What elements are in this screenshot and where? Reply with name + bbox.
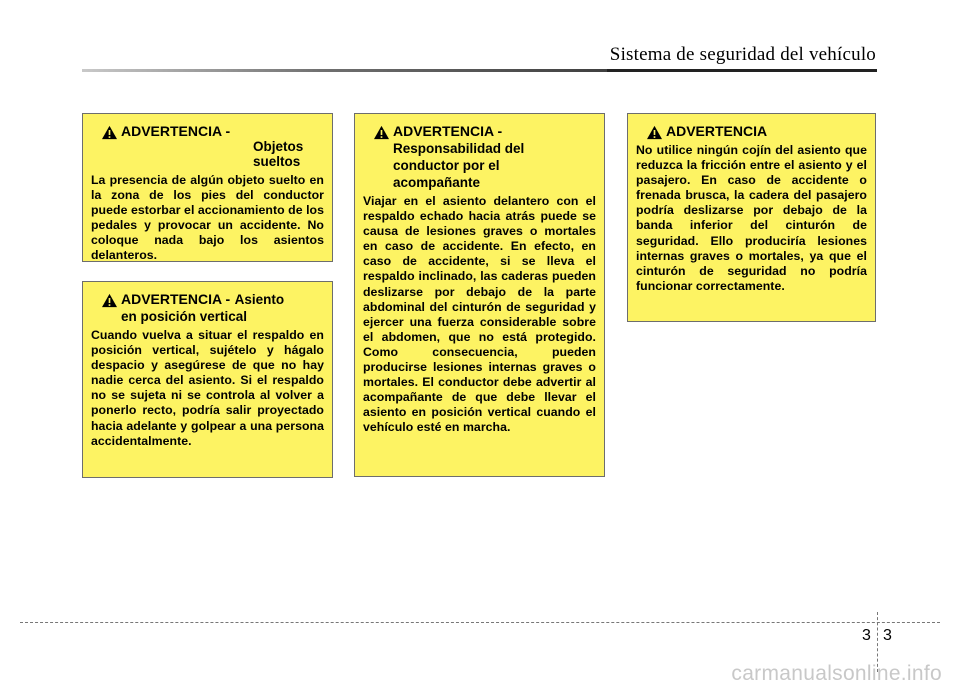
warning-text: Viajar en el asiento delantero con el respaldo echado hacia atrás puede se causa de lesiones graves o mortales en caso de accidente. En efecto, en caso de accidente, si se lleva el respaldo inclinado, las caderas pueden deslizarse por debajo de la parte abdominal del cinturón de seguridad y ejercer una fuerza considerable sobre el abdomen, que no está protegido. Como consecuencia, pueden producirse lesiones internas graves o mortales. El conductor debe advertir al acompañante de que debe llevar el asiento en posición vertical cuando el vehículo esté en marcha. <box>363 194 596 435</box>
warning-box-seat-cushion <box>627 113 876 322</box>
warning-heading <box>636 123 867 140</box>
warning-text: La presencia de algún objeto suelto en la zona de los pies del conductor puede estorbar el accionamiento de los pedales y provocar un accidente. No coloque nada bajo los asientos delanteros. <box>91 173 324 263</box>
warning-title: ADVERTENCIA - <box>121 123 231 139</box>
warning-title: ADVERTENCIA <box>666 123 768 139</box>
warning-box-loose-objects <box>82 113 333 262</box>
header-rule <box>82 69 877 72</box>
section-number: 3 <box>862 627 871 644</box>
warning-subtitle-line3: acompañante <box>393 175 481 190</box>
warning-subtitle: Asiento <box>234 292 285 307</box>
warning-text: No utilice ningún cojín del asiento que reduzca la fricción entre el asiento y el pasajero. En caso de accidente o frenada brusca, la cadera del pasajero podría deslizarse por debajo de la banda inferior del cinturón de seguridad. Ello produciría lesiones internas graves o mortales, ya que el cinturón de seguridad no podría funcionar correctamente. <box>636 143 867 293</box>
warning-heading <box>363 123 596 191</box>
warning-title: ADVERTENCIA - <box>121 291 231 307</box>
footer-rule <box>20 622 940 623</box>
warning-text: Cuando vuelva a situar el respaldo en posición vertical, sujételo y hágalo despacio y asegúrese de que no hay nadie cerca del asiento. Si el respaldo no se sujeta ni se controla al volver a ponerlo recto, podría salir proyectado hacia adelante y golpear a una persona accidentalmente. <box>91 328 324 448</box>
warning-box-driver-responsibility <box>354 113 605 477</box>
page-number: 3 <box>883 627 892 644</box>
warning-title: ADVERTENCIA - <box>393 123 503 139</box>
warning-heading <box>91 291 324 325</box>
warning-triangle-icon <box>646 125 663 140</box>
section-title: Sistema de seguridad del vehículo <box>609 44 876 65</box>
warning-subtitle-line2: sueltos <box>253 154 301 169</box>
warning-triangle-icon <box>101 293 118 308</box>
warning-box-upright-seat <box>82 281 333 478</box>
warning-subtitle: Responsabilidad del <box>393 141 525 156</box>
warning-subtitle-line2: en posición vertical <box>121 309 248 324</box>
warning-heading <box>91 123 324 170</box>
watermark: carmanualsonline.info <box>731 662 942 685</box>
warning-triangle-icon <box>373 125 390 140</box>
warning-subtitle-line2: conductor por el <box>393 158 500 173</box>
warning-triangle-icon <box>101 125 118 140</box>
warning-subtitle: Objetos <box>253 139 304 154</box>
